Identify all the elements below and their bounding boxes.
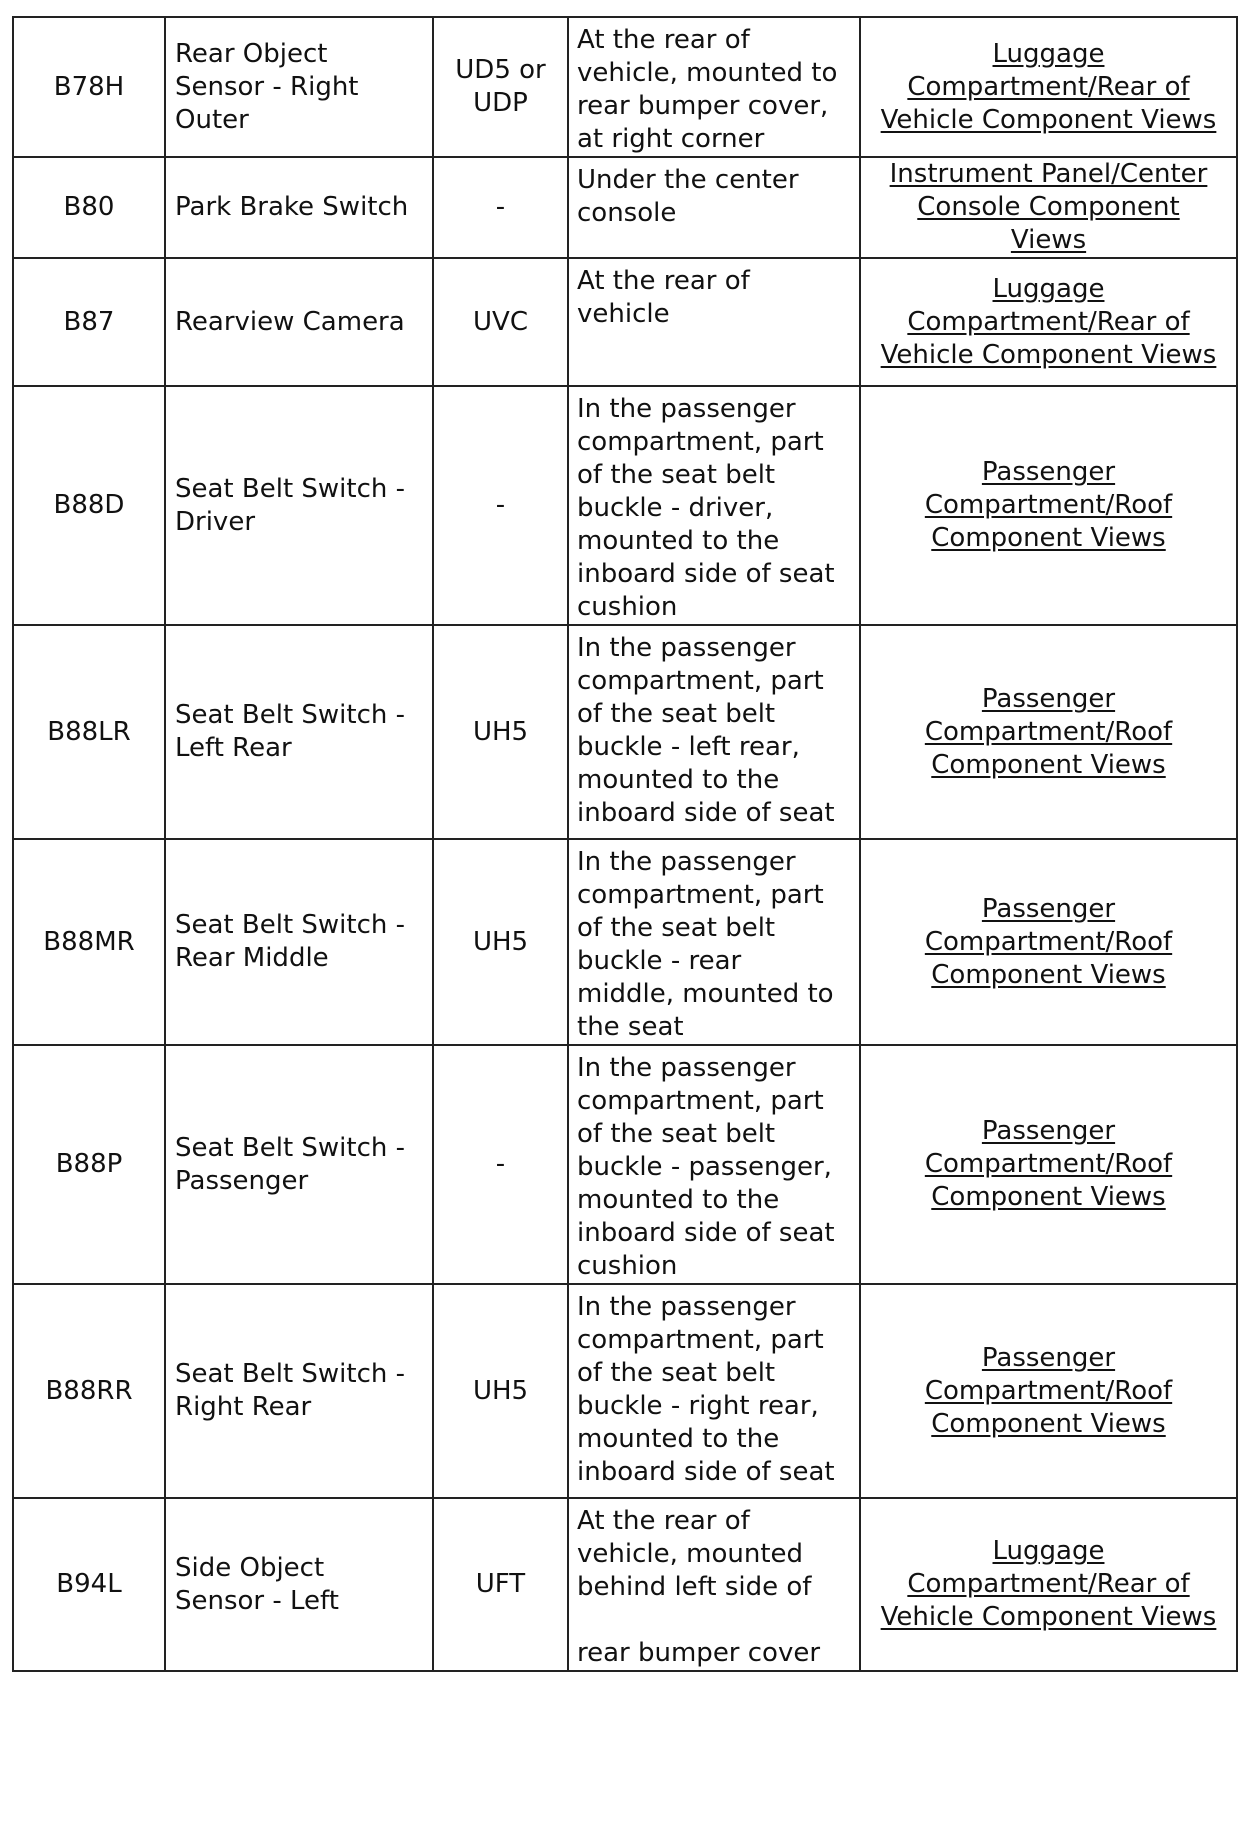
component-view-link[interactable]: Passenger Compartment/Roof Component Views <box>924 683 1173 780</box>
component-location: In the passenger compartment, part of the seat belt buckle - driver, mounted to the inboard side of seat cushion <box>568 386 860 625</box>
component-id: B78H <box>13 17 165 157</box>
component-location: In the passenger compartment, part of the seat belt buckle - left rear, mounted to the inboard side of seat <box>568 625 860 839</box>
option-code: - <box>433 386 568 625</box>
table-row <box>13 839 1237 1045</box>
component-view-cell <box>860 1284 1237 1498</box>
component-view-cell <box>860 1498 1237 1671</box>
component-name: Rearview Camera <box>165 258 433 386</box>
component-name: Seat Belt Switch - Left Rear <box>165 625 433 839</box>
component-id: B88P <box>13 1045 165 1284</box>
option-code: UH5 <box>433 625 568 839</box>
component-name: Seat Belt Switch - Driver <box>165 386 433 625</box>
component-view-link[interactable]: Instrument Panel/Center Console Component Views <box>889 159 1208 255</box>
component-view-cell <box>860 1045 1237 1284</box>
component-name: Side Object Sensor - Left <box>165 1498 433 1671</box>
component-view-cell <box>860 386 1237 625</box>
option-code: - <box>433 1045 568 1284</box>
component-id: B87 <box>13 258 165 386</box>
component-id: B94L <box>13 1498 165 1671</box>
option-code: UH5 <box>433 839 568 1045</box>
component-location: In the passenger compartment, part of the seat belt buckle - right rear, mounted to the inboard side of seat <box>568 1284 860 1498</box>
component-id: B88D <box>13 386 165 625</box>
component-view-cell <box>860 625 1237 839</box>
component-view-link[interactable]: Passenger Compartment/Roof Component Views <box>924 1116 1173 1212</box>
component-name: Rear Object Sensor - Right Outer <box>165 17 433 157</box>
component-location: In the passenger compartment, part of the seat belt buckle - rear middle, mounted to the seat <box>568 839 860 1045</box>
component-view-link[interactable]: Luggage Compartment/Rear of Vehicle Component Views <box>880 38 1217 135</box>
component-location: At the rear of vehicle, mounted behind left side of rear bumper cover <box>568 1498 860 1671</box>
component-view-cell <box>860 839 1237 1045</box>
table-row <box>13 386 1237 625</box>
component-id: B88RR <box>13 1284 165 1498</box>
option-code: UH5 <box>433 1284 568 1498</box>
table-row <box>13 17 1237 157</box>
component-location: Under the center console <box>568 157 860 258</box>
component-id: B88MR <box>13 839 165 1045</box>
component-view-cell <box>860 157 1237 258</box>
component-view-link[interactable]: Luggage Compartment/Rear of Vehicle Component Views <box>880 1536 1217 1632</box>
table-row <box>13 625 1237 839</box>
component-name: Seat Belt Switch - Right Rear <box>165 1284 433 1498</box>
table-row <box>13 1045 1237 1284</box>
component-location: At the rear of vehicle, mounted to rear bumper cover, at right corner <box>568 17 860 157</box>
component-name: Park Brake Switch <box>165 157 433 258</box>
component-location: In the passenger compartment, part of the seat belt buckle - passenger, mounted to the inboard side of seat cushion <box>568 1045 860 1284</box>
component-view-link[interactable]: Luggage Compartment/Rear of Vehicle Component Views <box>880 273 1217 370</box>
table-row <box>13 1498 1237 1671</box>
table-row <box>13 1284 1237 1498</box>
component-location: At the rear of vehicle <box>568 258 860 386</box>
component-view-cell <box>860 258 1237 386</box>
component-view-link[interactable]: Passenger Compartment/Roof Component Views <box>924 457 1173 553</box>
component-locator-table <box>12 16 1238 1672</box>
table-row <box>13 258 1237 386</box>
component-name: Seat Belt Switch - Passenger <box>165 1045 433 1284</box>
component-name: Seat Belt Switch - Rear Middle <box>165 839 433 1045</box>
component-view-link[interactable]: Passenger Compartment/Roof Component Views <box>924 1342 1173 1439</box>
option-code: - <box>433 157 568 258</box>
component-id: B88LR <box>13 625 165 839</box>
component-view-link[interactable]: Passenger Compartment/Roof Component Views <box>924 893 1173 990</box>
component-id: B80 <box>13 157 165 258</box>
table-row <box>13 157 1237 258</box>
component-view-cell <box>860 17 1237 157</box>
option-code: UD5 or UDP <box>433 17 568 157</box>
option-code: UFT <box>433 1498 568 1671</box>
option-code: UVC <box>433 258 568 386</box>
